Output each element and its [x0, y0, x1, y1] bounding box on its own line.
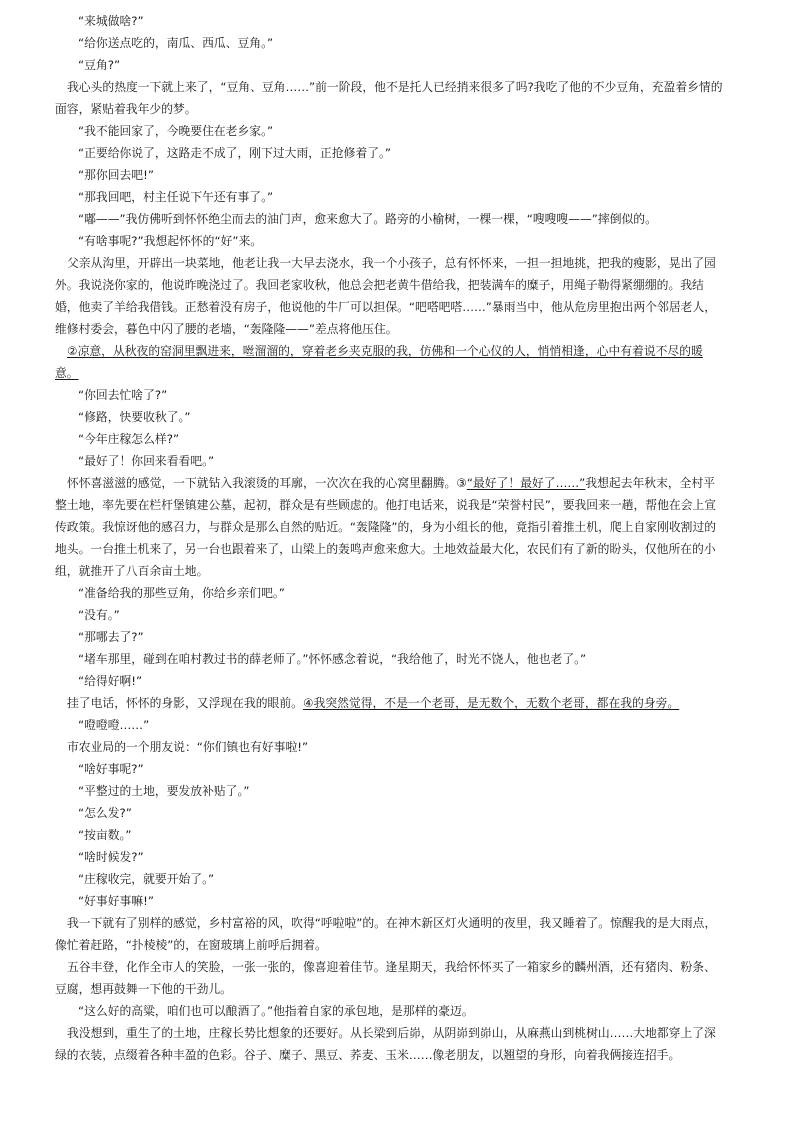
paragraph-text: 我心头的热度一下就上来了，“豆角、豆角……”前一阶段，他不是托人已经捎来很多了吗?我吃了他的不少豆角，充盈着乡情的面容，紧贴着我年少的梦。	[55, 80, 723, 116]
paragraph	[55, 736, 724, 758]
paragraph-text: “按亩数。”	[78, 828, 132, 842]
paragraph-text: “平整过的土地，要发放补贴了。”	[78, 784, 250, 798]
paragraph	[55, 472, 724, 582]
paragraph-text: “你回去忙啥了?”	[78, 388, 168, 402]
paragraph-text: “没有。”	[78, 608, 120, 622]
paragraph	[55, 692, 724, 714]
paragraph-text: “那你回去吧!”	[78, 168, 154, 182]
paragraph-text: 父亲从沟里，开辟出一块菜地，他老让我一大早去浇水，我一个小孩子，总有怀怀来，一担一担地挑，把我的瘦影，晃出了园外。我说浇你家的，他说昨晚浇过了。我回老家收秋，他总会把老黄牛借给我，把装满车的糜子，用绳子勒得紧绷绷的。我结婚，他卖了羊给我借钱。正愁着没有房子，他说他的牛厂可以担保。“吧嗒吧嗒……”暴雨当中，他从危房里抱出两个邻居老人，维修村委会，暮色中闪了腰的老墙，“轰隆隆——”差点将他压住。	[55, 256, 717, 336]
paragraph-text: “准备给我的那些豆角，你给乡亲们吧。”	[78, 586, 285, 600]
paragraph	[55, 714, 724, 736]
paragraph	[55, 824, 724, 846]
paragraph-text: “给得好啊!”	[78, 674, 143, 688]
paragraph-text: “怎么发?”	[78, 806, 132, 820]
paragraph-text: “这么好的高粱，咱们也可以酿酒了。”他指着自家的承包地，是那样的豪迈。	[78, 1004, 474, 1018]
paragraph-text: “庄稼收完，就要开始了。”	[78, 872, 215, 886]
paragraph-text: “来城做啥?”	[78, 14, 144, 28]
underlined-sentence: ④我突然觉得，不是一个老哥，是无数个，无数个老哥，都在我的身旁。	[302, 696, 680, 710]
paragraph-text: 我一下就有了别样的感觉，乡村富裕的风，吹得“呼啦啦”的。在神木新区灯火通明的夜里，我又睡着了。惊醒我的是大雨点，像忙着赶路，“扑棱棱”的，在窗玻璃上前呼后拥着。	[55, 916, 717, 952]
paragraph	[55, 670, 724, 692]
paragraph-text: “最好了！你回来看看吧。”	[78, 454, 215, 468]
paragraph-text: “那哪去了?”	[78, 630, 144, 644]
paragraph	[55, 252, 724, 340]
paragraph	[55, 54, 724, 76]
paragraph-text: “那我回吧，村主任说下午还有事了。”	[78, 190, 274, 204]
paragraph-text: “堵车那里，碰到在咱村教过书的薛老师了。”怀怀感念着说，“我给他了，时光不饶人，他也老了。”	[78, 652, 587, 666]
underlined-sentence: ②凉意，从秋夜的窑洞里飘进来，咝溜溜的，穿着老乡夹克服的我，仿佛和一个心仪的人，悄悄相逢，心中有着说不尽的暖意。	[55, 344, 703, 380]
paragraph-text: 我没想到，重生了的土地，庄稼长势比想象的还要好。从长梁到后峁，从阴峁到峁山，从麻燕山到桃树山……大地都穿上了深绿的衣装，点缀着各种丰盈的色彩。谷子、糜子、黑豆、荞麦、玉米……像老朋友，以翘望的身形，向着我俩接连招手。	[55, 1026, 716, 1062]
underlined-sentence: “最好了！最好了……”	[466, 476, 586, 490]
paragraph	[55, 384, 724, 406]
paragraph-text: “我不能回家了，今晚要住在老乡家。”	[78, 124, 274, 138]
paragraph-text: “今年庄稼怎么样?”	[78, 432, 180, 446]
paragraph-text: 市农业局的一个朋友说：“你们镇也有好事啦!”	[67, 740, 309, 754]
paragraph	[55, 428, 724, 450]
paragraph	[55, 802, 724, 824]
paragraph-text: “豆角?”	[78, 58, 121, 72]
paragraph	[55, 142, 724, 164]
article-body	[55, 10, 724, 1066]
paragraph	[55, 890, 724, 912]
paragraph	[55, 846, 724, 868]
paragraph	[55, 406, 724, 428]
paragraph	[55, 450, 724, 472]
paragraph	[55, 626, 724, 648]
paragraph-text: “啥时候发?”	[78, 850, 144, 864]
paragraph	[55, 186, 724, 208]
paragraph-text: 怀怀喜滋滋的感觉，一下就钻入我滚烫的耳廓，一次次在我的心窝里翻腾。③	[67, 476, 467, 490]
paragraph	[55, 868, 724, 890]
paragraph-text: 挂了电话，怀怀的身影，又浮现在我的眼前。	[67, 696, 303, 710]
paragraph	[55, 780, 724, 802]
paragraph-text: “噔噔噔……”	[78, 718, 150, 732]
paragraph	[55, 604, 724, 626]
paragraph-text: “有啥事呢?”我想起怀怀的“好”来。	[78, 234, 263, 248]
paragraph	[55, 230, 724, 252]
paragraph-text: 我想起去年秋末，全村平整土地，率先要在栏杆堡镇建公墓，起初，群众是有些顾虑的。他打电话来，说我是“荣誉村民”，要我回来一趟，帮他在会上宣传政策。我惊讶他的感召力，与群众是那么自然的贴近。“轰隆隆”的，身为小组长的他，竟指引着推土机，爬上自家刚收割过的地头。一台推土机来了，另一台也跟着来了，山梁上的轰鸣声愈来愈大。土地效益最大化，农民们有了新的盼头，仅他所在的小组，就推开了八百余亩土地。	[55, 476, 717, 578]
paragraph-text: “修路，快要收秋了。”	[78, 410, 191, 424]
paragraph-text: “好事好事嘛!”	[78, 894, 154, 908]
paragraph-text: 五谷丰登，化作全市人的笑脸，一张一张的，像喜迎着佳节。逢星期天，我给怀怀买了一箱家乡的麟州酒，还有猪肉、粉条、豆腐，想再鼓舞一下他的干劲儿。	[55, 960, 716, 996]
paragraph	[55, 648, 724, 670]
paragraph-text: “嘟——”我仿佛听到怀怀绝尘而去的油门声，愈来愈大了。路旁的小榆树，一棵一棵，“嗖嗖嗖——”摔倒似的。	[78, 212, 657, 226]
paragraph	[55, 582, 724, 604]
paragraph	[55, 758, 724, 780]
paragraph	[55, 912, 724, 956]
paragraph	[55, 1022, 724, 1066]
paragraph	[55, 32, 724, 54]
paragraph	[55, 164, 724, 186]
paragraph	[55, 340, 724, 384]
paragraph	[55, 208, 724, 230]
paragraph-text: “啥好事呢?”	[78, 762, 144, 776]
paragraph-text: “正要给你说了，这路走不成了，刚下过大雨，正抢修着了。”	[78, 146, 392, 160]
paragraph	[55, 956, 724, 1000]
paragraph	[55, 76, 724, 120]
paragraph	[55, 120, 724, 142]
paragraph	[55, 10, 724, 32]
paragraph	[55, 1000, 724, 1022]
paragraph-text: “给你送点吃的，南瓜、西瓜、豆角。”	[78, 36, 274, 50]
